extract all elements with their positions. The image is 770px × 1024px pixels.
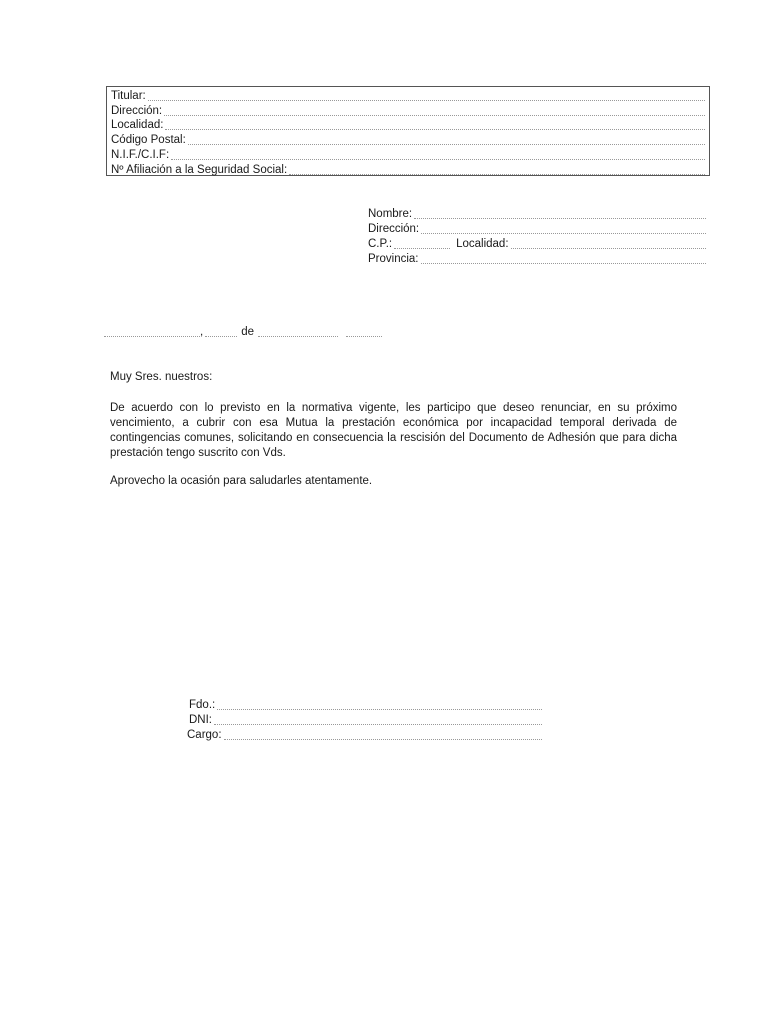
recipient-province-input-line[interactable]	[421, 253, 707, 264]
postal-code-input-line[interactable]	[188, 134, 705, 145]
postal-code-field[interactable]	[111, 132, 705, 147]
nif-cif-label: N.I.F./C.I.F:	[111, 148, 170, 161]
postal-code-label: Código Postal:	[111, 134, 186, 147]
recipient-cp-locality-field[interactable]	[368, 236, 706, 251]
recipient-locality-label: Localidad:	[456, 238, 509, 250]
cargo-label: Cargo:	[187, 729, 222, 741]
recipient-cp-input-line[interactable]	[394, 238, 450, 249]
titular-label: Titular:	[111, 89, 146, 102]
sender-locality-label: Localidad:	[111, 119, 164, 132]
recipient-address-input-line[interactable]	[421, 223, 706, 234]
dni-label: DNI:	[189, 714, 212, 726]
social-security-input-line[interactable]	[289, 164, 705, 175]
letter-closing: Aprovecho la ocasión para saludarles atentamente.	[110, 475, 373, 487]
fdo-label: Fdo.:	[189, 699, 216, 711]
recipient-address-field[interactable]	[368, 221, 706, 236]
letter-greeting: Muy Sres. nuestros:	[110, 371, 213, 383]
sender-locality-input-line[interactable]	[165, 119, 705, 130]
recipient-name-input-line[interactable]	[414, 208, 706, 219]
place-input-line[interactable]	[104, 326, 200, 337]
recipient-block	[368, 206, 706, 266]
recipient-province-label: Provincia:	[368, 253, 419, 265]
dni-field[interactable]	[187, 712, 542, 727]
cargo-input-line[interactable]	[224, 729, 542, 740]
dni-input-line[interactable]	[214, 714, 542, 725]
nif-cif-input-line[interactable]	[171, 149, 705, 160]
year-input-line[interactable]	[346, 326, 382, 337]
month-input-line[interactable]	[258, 326, 338, 337]
recipient-locality-input-line[interactable]	[511, 238, 706, 249]
letter-body: De acuerdo con lo previsto en la normativa vigente, les participo que deseo renunciar, en su próximo vencimiento, a cubrir con esa Mutua la prestación económica por incapacidad temporal derivada de contingencias comunes, solicitando en consecuencia la rescisión del Documento de Adhesión que para dicha prestación tengo suscrito con Vds.	[110, 402, 677, 459]
recipient-address-label: Dirección:	[368, 223, 420, 235]
recipient-name-field[interactable]	[368, 206, 706, 221]
fdo-field[interactable]	[187, 697, 542, 712]
sender-address-label: Dirección:	[111, 104, 163, 117]
nif-cif-field[interactable]	[111, 147, 705, 162]
recipient-cp-label: C.P.:	[368, 238, 393, 250]
sender-locality-field[interactable]	[111, 118, 705, 133]
social-security-label: Nº Afiliación a la Seguridad Social:	[111, 163, 288, 176]
titular-input-line[interactable]	[148, 90, 705, 101]
social-security-field[interactable]	[111, 162, 705, 177]
recipient-province-field[interactable]	[368, 251, 706, 266]
titular-field[interactable]	[111, 88, 705, 103]
date-line	[104, 324, 382, 339]
sender-address-input-line[interactable]	[164, 105, 705, 116]
date-de-label: de	[241, 326, 254, 338]
signature-block	[187, 697, 542, 742]
recipient-name-label: Nombre:	[368, 208, 413, 220]
cargo-field[interactable]	[187, 727, 542, 742]
sender-address-field[interactable]	[111, 103, 705, 118]
sender-info-box	[106, 86, 710, 176]
fdo-input-line[interactable]	[217, 699, 542, 710]
day-input-line[interactable]	[205, 326, 237, 337]
date-comma: ,	[200, 326, 204, 338]
